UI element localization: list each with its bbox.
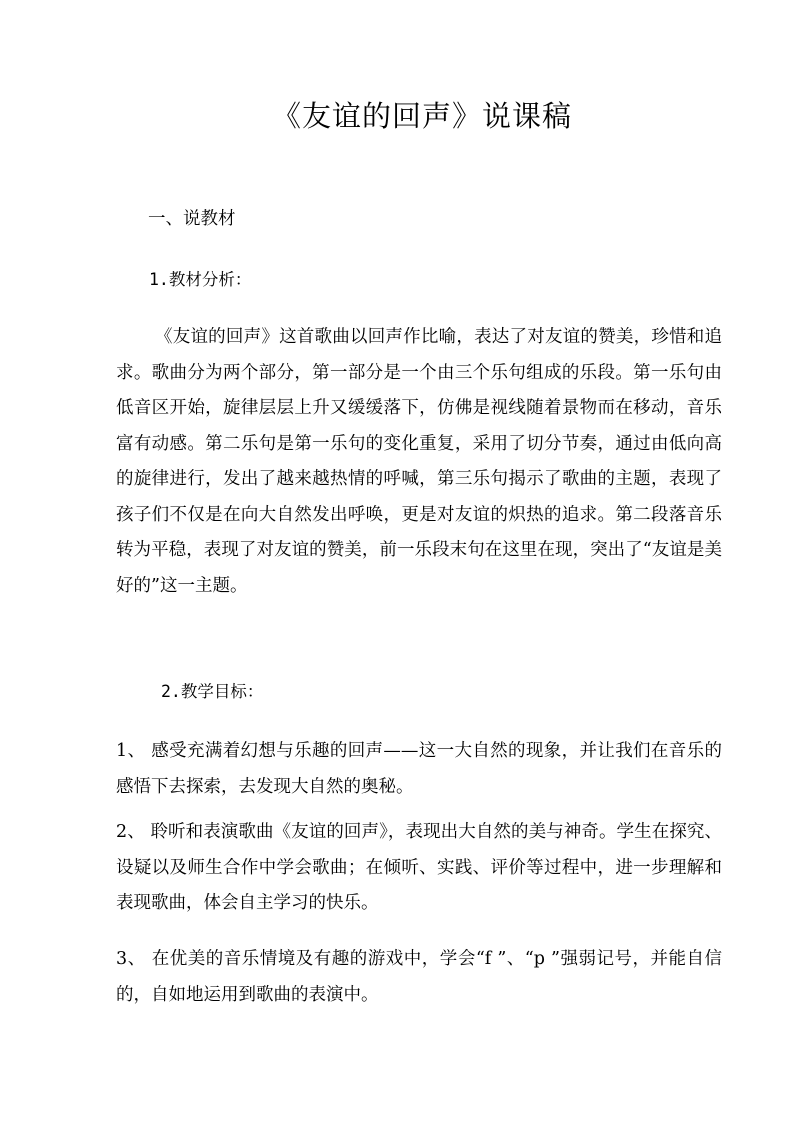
page-title: 《友谊的回声》说课稿 — [271, 99, 572, 133]
goal-item-2: 2、 聆听和表演歌曲《友谊的回声》，表现出大自然的美与神奇。学生在探究、设疑以及师生合作中学会歌曲；在倾听、实践、评价等过程中，进一步理解和表现歌曲，体会自主学习的快乐。 — [116, 822, 722, 913]
goal-item-3: 3、 在优美的音乐情境及有趣的游戏中，学会“f ”、“p ”强弱记号，并能自信的，自如地运用到歌曲的表演中。 — [116, 949, 722, 1005]
analysis-paragraph: 《友谊的回声》这首歌曲以回声作比喻，表达了对友谊的赞美，珍惜和追求。歌曲分为两个部分，第一部分是一个由三个乐句组成的乐段。第一乐句由低音区开始，旋律层层上升又缓缓落下，仿佛是视线随着景物而在移动，音乐富有动感。第二乐句是第一乐句的变化重复，采用了切分节奏，通过由低向高的旋律进行，发出了越来越热情的呼喊，第三乐句揭示了歌曲的主题，表现了孩子们不仅是在向大自然发出呼唤，更是对友谊的炽热的追求。第二段落音乐转为平稳，表现了对友谊的赞美，前一乐段末句在这里在现，突出了“友谊是美好的”这一主题。 — [116, 327, 722, 596]
section-heading: 一、说教材 — [148, 209, 236, 229]
subsection-heading-analysis: 1.教材分析： — [149, 270, 252, 289]
subsection-heading-goals: 2.教学目标： — [161, 682, 264, 701]
goal-item-1: 1、 感受充满着幻想与乐趣的回声——这一大自然的现象，并让我们在音乐的感悟下去探索，去发现大自然的奥秘。 — [116, 741, 722, 797]
